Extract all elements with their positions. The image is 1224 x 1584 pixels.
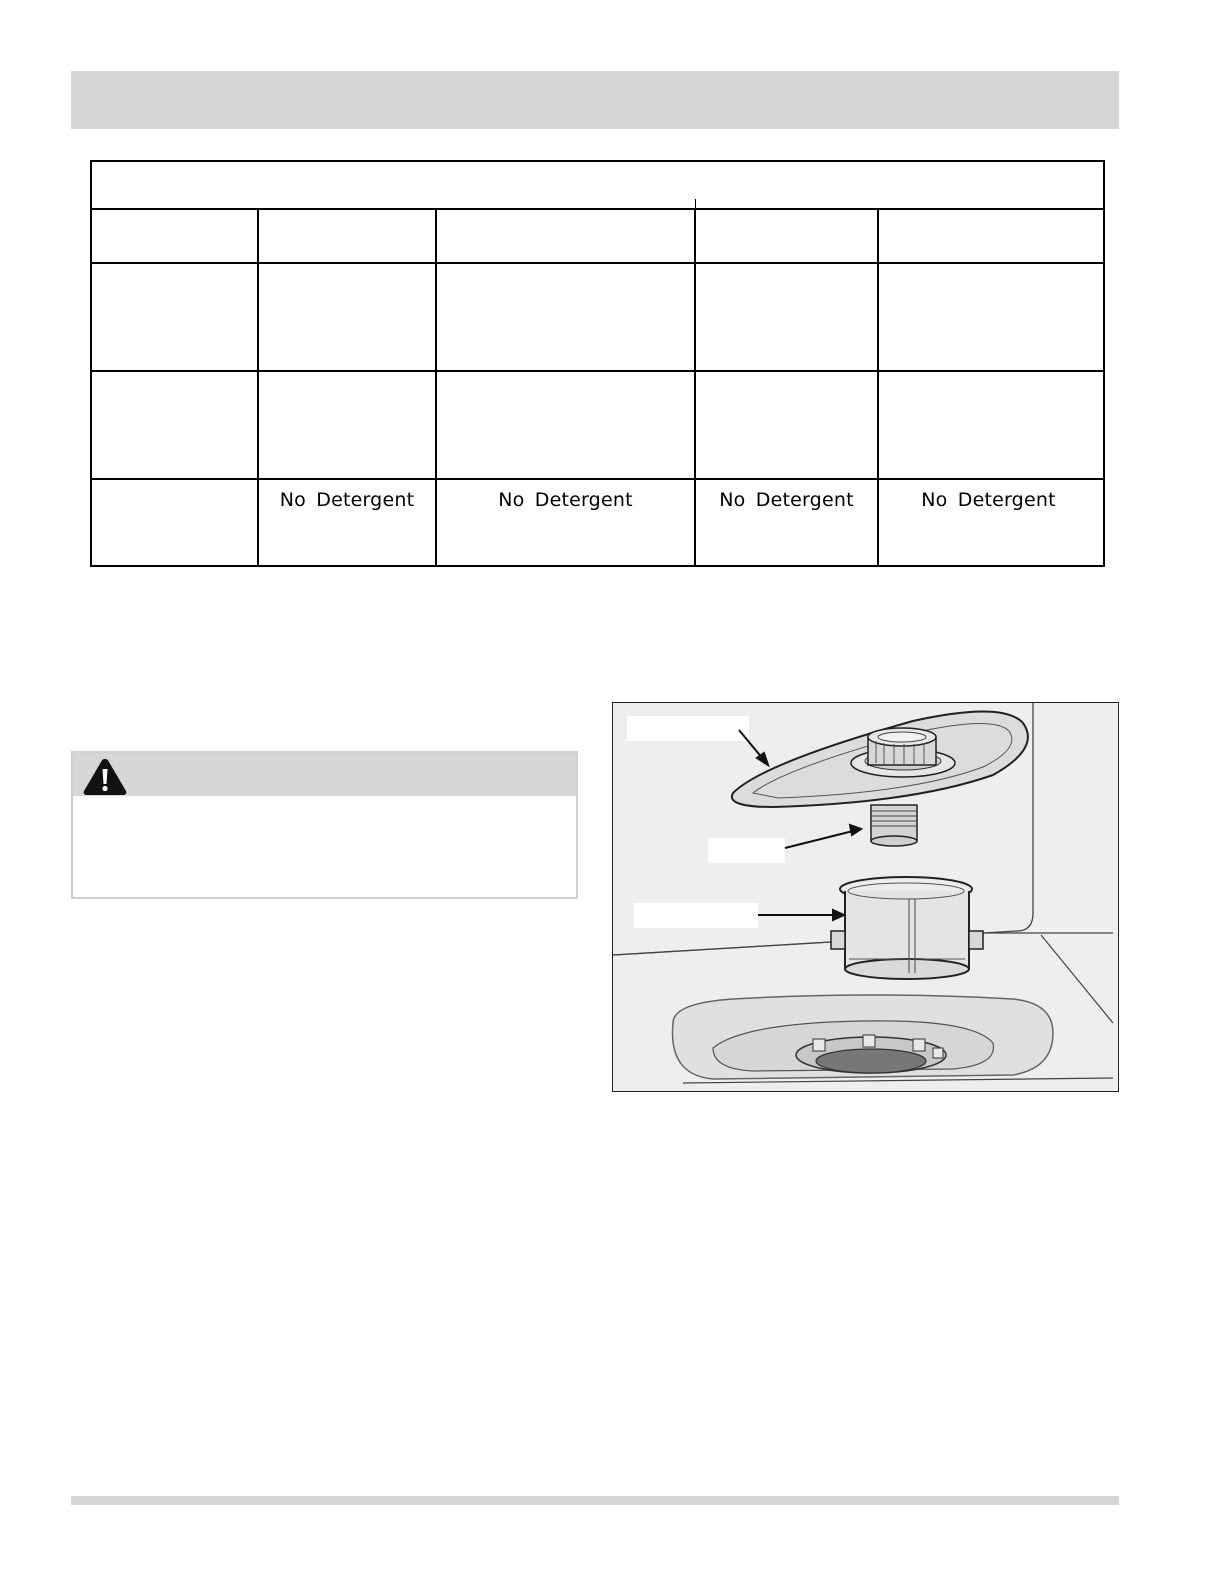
table-cell: No Detergent xyxy=(498,489,633,511)
table-cell: No Detergent xyxy=(719,489,854,511)
detergent-table xyxy=(90,160,1105,567)
filter-assembly-figure xyxy=(612,702,1119,1092)
warning-header xyxy=(73,753,576,796)
table-rule xyxy=(257,208,259,565)
warning-triangle-icon xyxy=(82,757,128,797)
table-rule xyxy=(694,208,696,565)
filter-illustration xyxy=(613,703,1119,1092)
table-rule xyxy=(435,208,437,565)
table-rule xyxy=(92,262,1103,264)
warning-box xyxy=(71,751,578,899)
label-spray-arm-placeholder xyxy=(627,716,749,741)
label-filter-placeholder xyxy=(708,838,785,863)
table-cell: No Detergent xyxy=(921,489,1056,511)
table-cell: No Detergent xyxy=(279,489,415,511)
label-housing-placeholder xyxy=(634,903,758,928)
sump-icon xyxy=(673,995,1054,1079)
table-rule xyxy=(92,478,1103,480)
table-rule xyxy=(877,208,879,565)
filter-housing-icon xyxy=(831,877,983,979)
table-rule xyxy=(92,208,1103,210)
header-band xyxy=(71,71,1119,129)
table-rule xyxy=(92,370,1103,372)
footer-band xyxy=(71,1496,1119,1505)
filter-icon xyxy=(871,805,917,846)
